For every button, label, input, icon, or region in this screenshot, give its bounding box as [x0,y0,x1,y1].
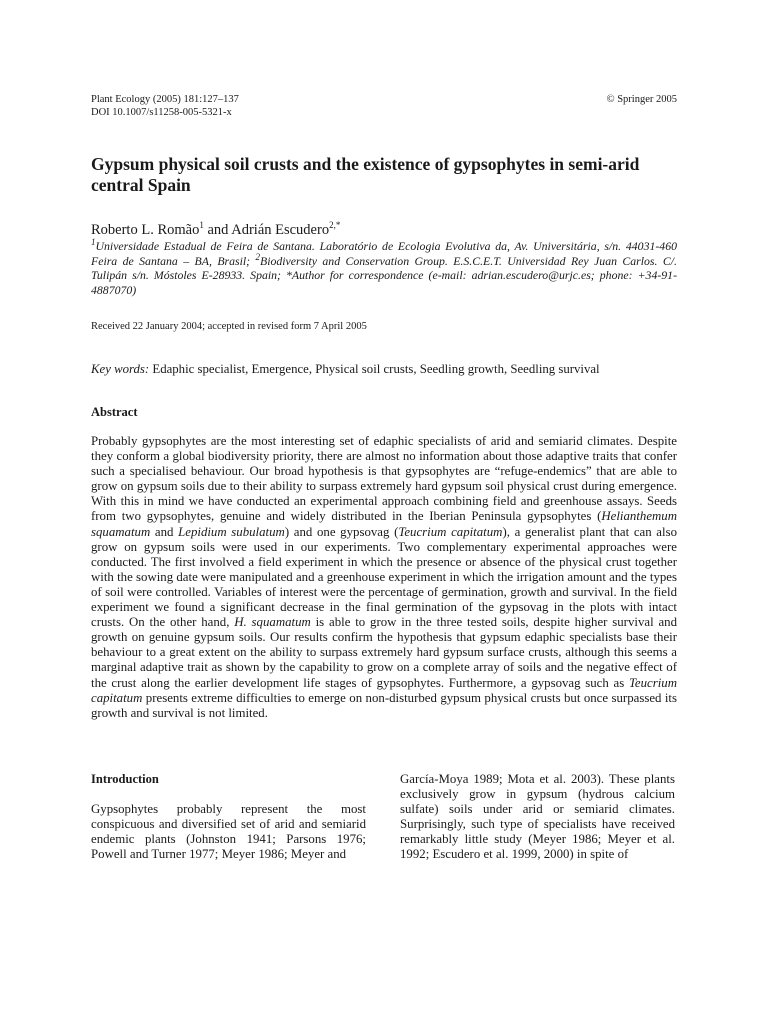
paper-title: Gypsum physical soil crusts and the existence of gypsophytes in semi-arid central Spain [91,154,640,195]
body-column-left [91,772,366,862]
affiliation-text: Biodiversity and Conservation Group. E.S.C.E.T. Universidad Rey Juan Carlos. C/. Tulipán s/n. Móstoles E-28933. Spain; *Author for correspondence (e-mail: adrian.escudero@urjc.es; phone: +34-91-4887070) [91,253,677,298]
keywords [91,362,600,377]
abstract-text: is able to grow in the three tested soils, despite higher survival and growth on genuine gypsum soils. Our results confirm the hypothesis that gypsum edaphic specialists base their behaviour to a great extent on the ability to surpass extremely hard gypsum surface crusts, although this seems a marginal adaptive trait as shown by the capability to grow on a complete array of soils and the negative effect of the crust along the earlier development life stages of gypsophytes. Furthermore, a gypsovag such as [91,615,678,690]
author-affiliation-mark: 2,* [329,220,341,231]
author-conjunction: and [203,222,232,238]
abstract-text: presents extreme difficulties to emerge on non-disturbed gypsum physical crusts but once surpassed its growth and survival is not limited. [91,690,677,720]
abstract-text: ) and one gypsovag ( [284,524,399,539]
abstract-heading: Abstract [91,405,138,419]
affiliations [91,239,677,298]
received-dates: Received 22 January 2004; accepted in revised form 7 April 2005 [91,321,367,332]
body-column-right [400,772,675,863]
species-name: Helianthemum squamatum [91,509,677,539]
affiliation-mark: 1 [91,237,96,248]
journal-citation: Plant Ecology (2005) 181:127–137 [91,94,239,105]
citation-block [91,93,239,119]
author-line [91,222,340,239]
introduction-heading: Introduction [91,772,159,786]
doi: DOI 10.1007/s11258-005-5321-x [91,107,232,118]
species-name: Lepidium subulatum [178,524,285,539]
author-name: Roberto L. Romão [91,222,200,238]
affiliation-mark: 2 [255,251,260,262]
abstract-text: and [150,524,179,539]
affiliation-text: Universidade Estadual de Feira de Santana. Laboratório de Ecologia Evolutiva da, Av. Universitária, s/n. 44031-460 Feira de Santana – BA, Brasil; [91,239,677,268]
copyright-notice: © Springer 2005 [606,94,677,105]
species-name: Teucrium capitatum [398,524,503,539]
author-name: Adrián Escudero [231,222,330,238]
abstract-text: Probably gypsophytes are the most interesting set of edaphic specialists of arid and semiarid climates. Despite they conform a global biodiversity priority, there are almost no information about those adaptive traits that confer such a specialised behaviour. Our broad hypothesis is that gypsophytes are “refuge-endemics” that are able to grow on gypsum soils due to their ability to surpass extremely hard gypsum soil physical crust during emergence. With this in mind we have conducted an experimental approach combining field and greenhouse assays. Seeds from two gypsophytes, genuine and widely distributed in the Iberian Peninsula gypsophytes ( [91,434,677,524]
keywords-text: Edaphic specialist, Emergence, Physical soil crusts, Seedling growth, Seedling survival [149,362,600,376]
abstract-text: ), a generalist plant that can also grow on gypsum soils were used in our experiments. Two complementary experimental approaches were conducted. The first involved a field experiment in which the presence or absence of the physical crust together with the sowing date were manipulated and a greenhouse experiment in which the irrigation amount and the types of soil were controlled. Variables of interest were the percentage of germination, growth and survival. In the field experiment we found a significant decrease in the final germination of the gypsovag in the plots with intact crusts. On the other hand, [91,524,677,630]
introduction-text: Gypsophytes probably represent the most conspicuous and diversified set of arid and semiarid endemic plants (Johnston 1941; Parsons 1976; Powell and Turner 1977; Meyer 1986; Meyer and [91,802,366,862]
introduction-text-continued: García-Moya 1989; Mota et al. 2003). These plants exclusively grow in gypsum (hydrous calcium sulfate) soils under arid or semiarid climates. Surprisingly, such type of specialists have received remarkably little study (Meyer 1986; Meyer et al. 1992; Escudero et al. 1999, 2000) in spite of [400,772,675,862]
author-affiliation-mark: 1 [199,220,204,231]
keywords-label: Key words: [91,362,150,376]
species-name: Teucrium capitatum [91,675,677,705]
species-name: H. squamatum [234,615,311,630]
abstract-body [91,434,677,721]
